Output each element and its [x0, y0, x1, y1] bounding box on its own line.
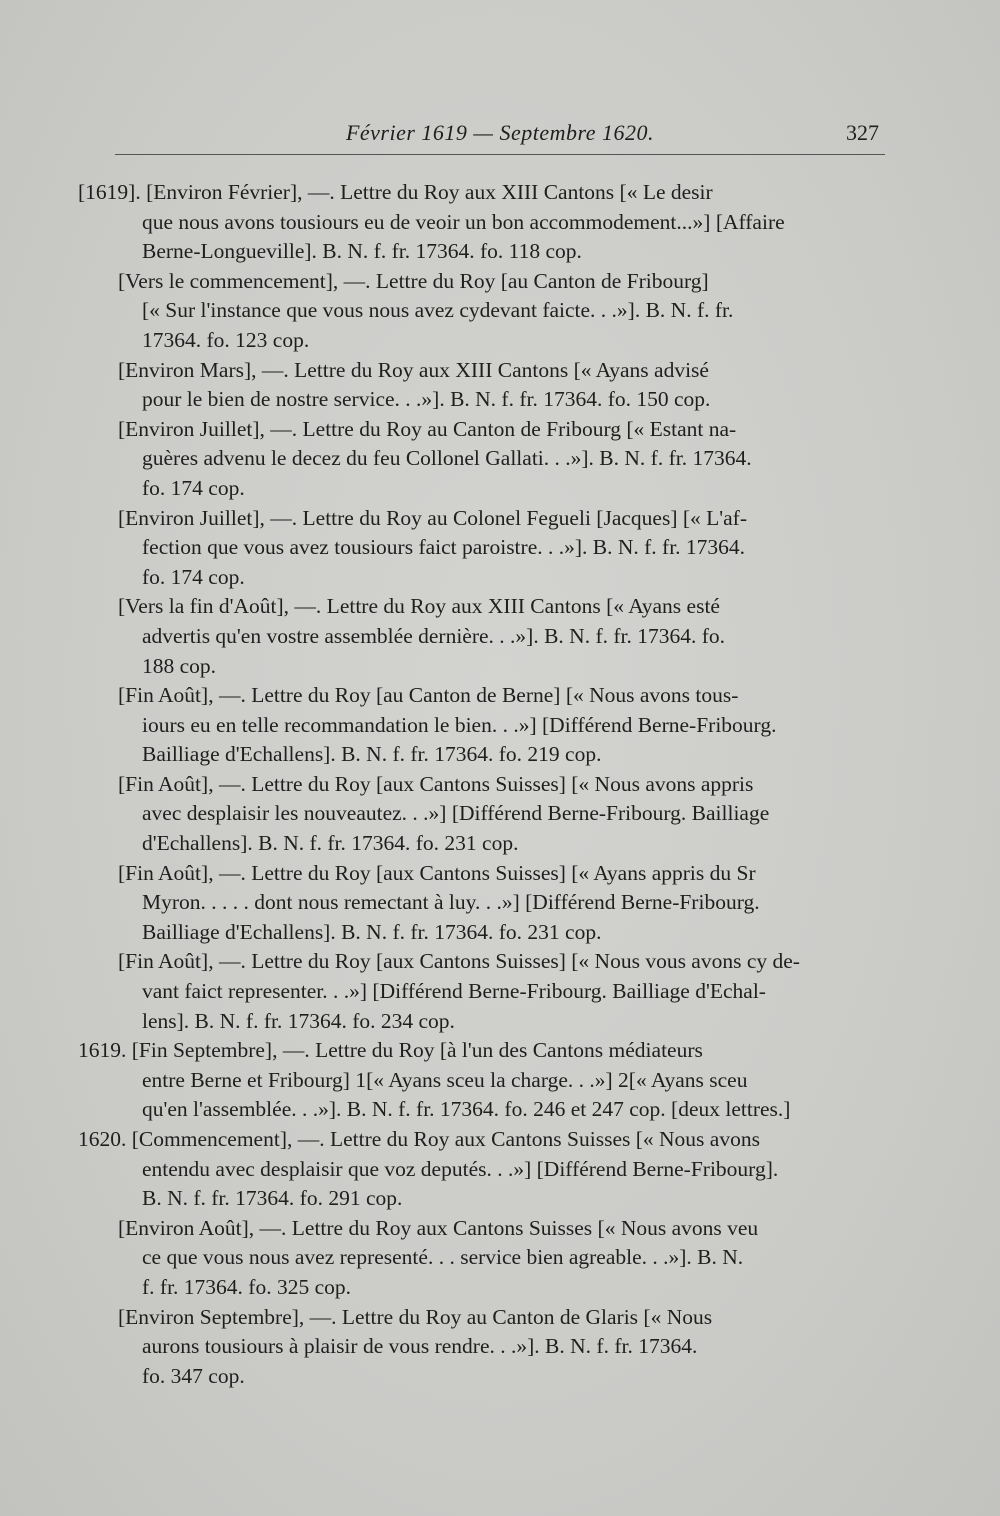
entry-line: advertis qu'en vostre assemblée dernière. . .»]. B. N. f. fr. 17364. fo. — [142, 623, 726, 648]
entry-line: pour le bien de nostre service. . .»]. B. N. f. fr. 17364. fo. 150 cop. — [142, 387, 711, 412]
entry-line: entendu avec desplaisir que voz deputés. . .»] [Différend Berne-Fribourg]. — [142, 1156, 779, 1181]
entry-line: fo. 347 cop. — [142, 1363, 245, 1388]
entry-line: vant faict representer. . .»] [Différend Berne-Fribourg. Bailliage d'Echal- — [142, 979, 766, 1004]
catalog-entry — [78, 356, 888, 415]
catalog-entry — [78, 415, 888, 504]
entry-line: entre Berne et Fribourg] 1[« Ayans sceu la charge. . .»] 2[« Ayans sceu — [142, 1067, 748, 1092]
entry-line: [1619]. [Environ Février], —. Lettre du Roy aux XIII Cantons [« Le desir — [78, 180, 713, 204]
entry-line: [Vers la fin d'Août], —. Lettre du Roy aux XIII Cantons [« Ayans esté — [118, 594, 720, 619]
catalog-entry — [78, 1036, 888, 1125]
entry-line: [Fin Août], —. Lettre du Roy [au Canton de Berne] [« Nous avons tous- — [118, 683, 739, 708]
catalog-entry — [78, 1214, 888, 1303]
entry-line: B. N. f. fr. 17364. fo. 291 cop. — [142, 1186, 403, 1211]
catalog-entry — [78, 681, 888, 770]
entry-line: ce que vous nous avez representé. . . service bien agreable. . .»]. B. N. — [142, 1245, 744, 1270]
catalog-entry — [78, 859, 888, 948]
entry-line: f. fr. 17364. fo. 325 cop. — [142, 1274, 351, 1299]
entry-line: fection que vous avez tousiours faict paroistre. . .»]. B. N. f. fr. 17364. — [142, 535, 746, 560]
entry-line: lens]. B. N. f. fr. 17364. fo. 234 cop. — [142, 1008, 455, 1033]
entry-line: Bailliage d'Echallens]. B. N. f. fr. 17364. fo. 219 cop. — [142, 742, 602, 767]
catalog-entry — [78, 504, 888, 593]
catalog-entry — [78, 1303, 888, 1392]
entry-line: 1620. [Commencement], —. Lettre du Roy aux Cantons Suisses [« Nous avons — [78, 1127, 760, 1151]
entry-line: Bailliage d'Echallens]. B. N. f. fr. 17364. fo. 231 cop. — [142, 919, 602, 944]
catalog-entry — [78, 267, 888, 356]
entry-line: [Environ Septembre], —. Lettre du Roy au Canton de Glaris [« Nous — [118, 1304, 713, 1329]
entry-line: que nous avons tousiours eu de veoir un bon accommodement...»] [Affaire — [142, 209, 785, 234]
entry-line: 17364. fo. 123 cop. — [142, 327, 310, 352]
entry-line: [Fin Août], —. Lettre du Roy [aux Cantons Suisses] [« Nous vous avons cy de- — [118, 949, 800, 974]
document-body — [78, 178, 888, 1391]
entry-line: 1619. [Fin Septembre], —. Lettre du Roy [à l'un des Cantons médiateurs — [78, 1038, 703, 1063]
catalog-entry — [78, 770, 888, 859]
page-header — [115, 118, 885, 155]
entry-line: [Environ Juillet], —. Lettre du Roy au Canton de Fribourg [« Estant na- — [118, 416, 737, 441]
entry-line: Myron. . . . . dont nous remectant à luy. . .»] [Différend Berne-Fribourg. — [142, 890, 760, 915]
catalog-entry — [78, 592, 888, 681]
entry-line: Berne-Longueville]. B. N. f. fr. 17364. fo. 118 cop. — [142, 239, 582, 264]
entry-line: qu'en l'assemblée. . .»]. B. N. f. fr. 17364. fo. 246 et 247 cop. [deux lettres.] — [142, 1097, 791, 1122]
entry-line: [Environ Juillet], —. Lettre du Roy au Colonel Fegueli [Jacques] [« L'af- — [118, 505, 748, 530]
entry-line: d'Echallens]. B. N. f. fr. 17364. fo. 231 cop. — [142, 831, 519, 856]
entry-line: [« Sur l'instance que vous nous avez cydevant faicte. . .»]. B. N. f. fr. — [142, 298, 734, 323]
running-title: Février 1619 — Septembre 1620. — [345, 120, 655, 145]
entry-line: [Fin Août], —. Lettre du Roy [aux Cantons Suisses] [« Nous avons appris — [118, 771, 754, 796]
catalog-entry — [78, 947, 888, 1036]
entry-line: fo. 174 cop. — [142, 475, 245, 500]
entry-line: [Fin Août], —. Lettre du Roy [aux Cantons Suisses] [« Ayans appris du Sr — [118, 860, 756, 885]
entry-line: iours eu en telle recommandation le bien. . .»] [Différend Berne-Fribourg. — [142, 712, 777, 737]
catalog-entry — [78, 1125, 888, 1214]
page-number: 327 — [846, 120, 879, 145]
entry-line: [Vers le commencement], —. Lettre du Roy [au Canton de Fribourg] — [118, 268, 709, 293]
entry-line: 188 cop. — [142, 653, 217, 678]
entry-line: aurons tousiours à plaisir de vous rendre. . .»]. B. N. f. fr. 17364. — [142, 1334, 698, 1359]
entry-line: [Environ Mars], —. Lettre du Roy aux XIII Cantons [« Ayans advisé — [118, 357, 709, 382]
entry-line: fo. 174 cop. — [142, 564, 245, 589]
entry-line: avec desplaisir les nouveautez. . .»] [Différend Berne-Fribourg. Bailliage — [142, 801, 770, 826]
entry-line: [Environ Août], —. Lettre du Roy aux Cantons Suisses [« Nous avons veu — [118, 1215, 759, 1240]
entry-line: guères advenu le decez du feu Collonel Gallati. . .»]. B. N. f. fr. 17364. — [142, 446, 752, 471]
catalog-entry — [78, 178, 888, 267]
